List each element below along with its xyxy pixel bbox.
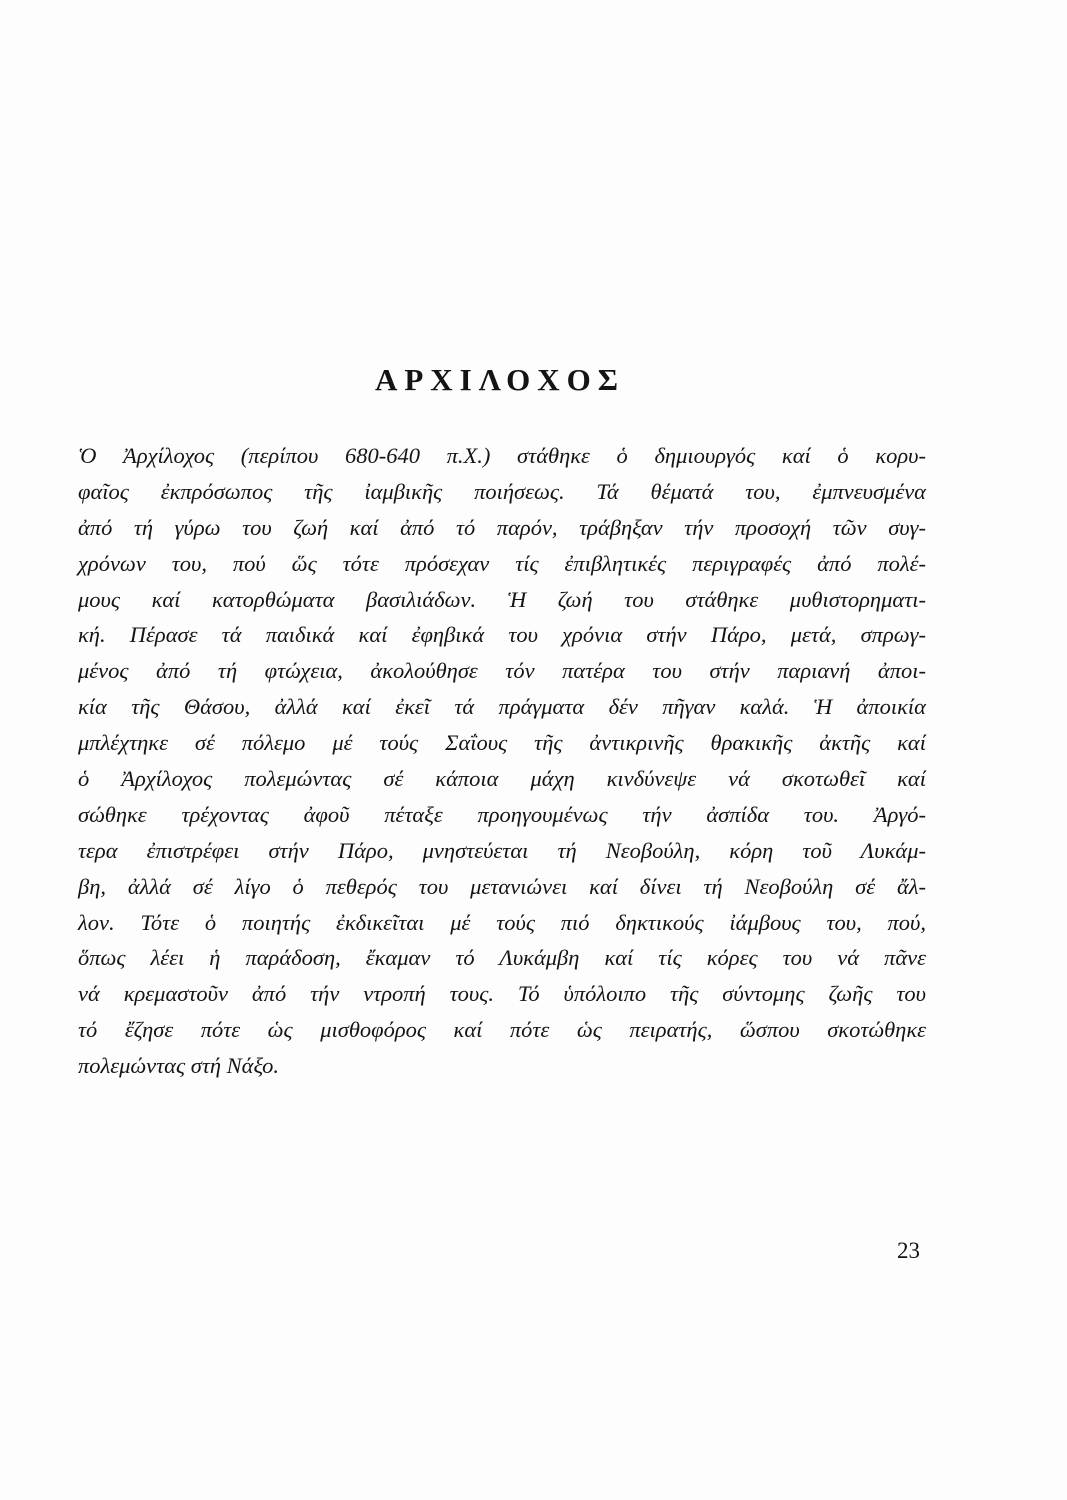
text-line: κία τῆς Θάσου, ἀλλά καί ἐκεῖ τά πράγματα δέν πῆγαν καλά. Ἡ ἀποικία (78, 694, 926, 720)
text-line: σώθηκε τρέχοντας ἀφοῦ πέταξε προηγουμένως τήν ἀσπίδα του. Ἀργό- (78, 801, 926, 827)
body-paragraph (78, 438, 926, 1084)
text-line: τό ἔζησε πότε ὡς μισθοφόρος καί πότε ὡς πειρατής, ὥσπου σκοτώθηκε (78, 1017, 926, 1043)
text-line: λον. Τότε ὁ ποιητής ἐκδικεῖται μέ τούς πιό δηκτικούς ἰάμβους του, πού, (78, 909, 926, 935)
text-line: μένος ἀπό τή φτώχεια, ἀκολούθησε τόν πατέρα του στήν παριανή ἀποι- (78, 658, 926, 684)
text-line: πολεμώντας στή Νάξο. (78, 1053, 280, 1079)
text-line: τερα ἐπιστρέφει στήν Πάρο, μνηστεύεται τή Νεοβούλη, κόρη τοῦ Λυκάμ- (78, 837, 926, 863)
text-line: βη, ἀλλά σέ λίγο ὁ πεθερός του μετανιώνει καί δίνει τή Νεοβούλη σέ ἄλ- (78, 873, 926, 899)
text-line: ὅπως λέει ἡ παράδοση, ἔκαμαν τό Λυκάμβη καί τίς κόρες του νά πᾶνε (78, 945, 926, 971)
text-line: κή. Πέρασε τά παιδικά καί ἐφηβικά του χρόνια στήν Πάρο, μετά, σπρωγ- (78, 622, 926, 648)
text-line: μους καί κατορθώματα βασιλιάδων. Ἡ ζωή του στάθηκε μυθιστορηματι- (78, 586, 926, 612)
chapter-title: ΑΡΧΙΛΟΧΟΣ (374, 362, 626, 397)
text-line: ὁ Ἀρχίλοχος πολεμώντας σέ κάποια μάχη κινδύνεψε νά σκοτωθεῖ καί (78, 766, 926, 792)
text-line: χρόνων του, πού ὥς τότε πρόσεχαν τίς ἐπιβλητικές περιγραφές ἀπό πολέ- (78, 550, 926, 576)
text-line: Ὁ Ἀρχίλοχος (περίπου 680-640 π.Χ.) στάθηκε ὁ δημιουργός καί ὁ κορυ- (78, 443, 926, 468)
text-line: φαῖος ἐκπρόσωπος τῆς ἰαμβικῆς ποιήσεως. Τά θέματά του, ἐμπνευσμένα (78, 478, 926, 504)
page-number: 23 (897, 1238, 920, 1263)
text-line: μπλέχτηκε σέ πόλεμο μέ τούς Σαΐους τῆς ἀντικρινῆς θρακικῆς ἀκτῆς καί (78, 730, 926, 756)
text-line: ἀπό τή γύρω του ζωή καί ἀπό τό παρόν, τράβηξαν τήν προσοχή τῶν συγ- (78, 514, 926, 540)
text-line: νά κρεμαστοῦν ἀπό τήν ντροπή τους. Τό ὑπόλοιπο τῆς σύντομης ζωῆς του (78, 981, 926, 1007)
